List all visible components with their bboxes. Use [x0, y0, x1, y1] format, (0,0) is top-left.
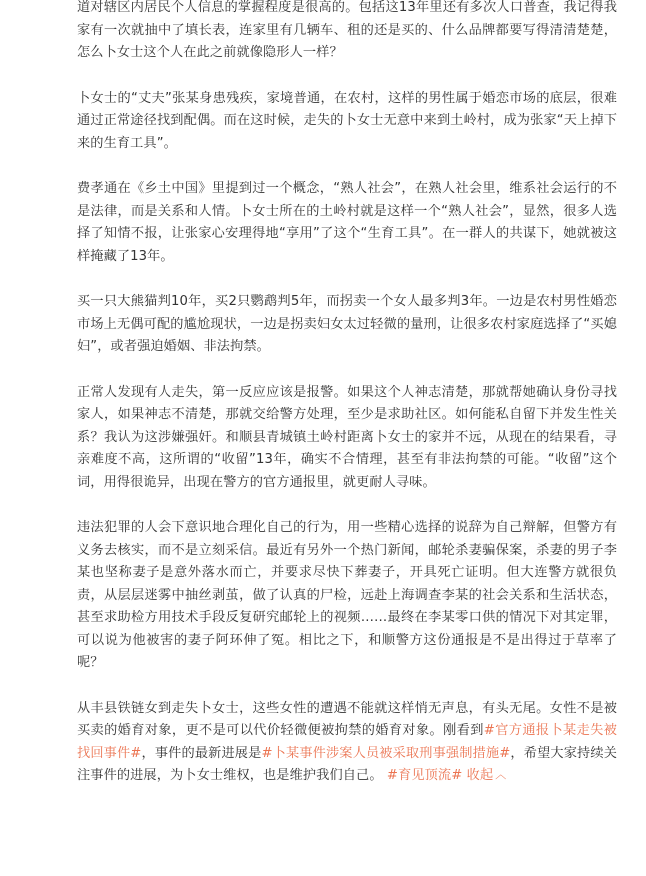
- paragraph-acquaintance-society: 费孝通在《乡土中国》里提到过一个概念，“熟人社会”，在熟人社会里，维系社会运行的不是法律，而是关系和人情。卜女士所在的土岭村就是这样一个“熟人社会”，显然，很多人选择了知情不报，让张家心安理得地“享用”了这个“生育工具”。在一群人的共谋下，她就被这样掩藏了13年。: [77, 181, 617, 264]
- conclusion-text-1: 从丰县铁链女到走失卜女士，这些女性的遭遇不能就这样悄无声息，有头无尾。女性不是被买卖的婚育对象，更不是可以代价轻微便被拘禁的婚育对象。刚看到: [77, 700, 617, 738]
- paragraph-census: 道对辖区内居民个人信息的掌握程度是很高的。包括这13年里还有多次人口普查，我记得我家有一次就抽中了填长表，连家里有几辆车、租的还是买的、什么品牌都要写得清清楚楚，怎么卜女士这个人在此之前就像隐形人一样？: [77, 0, 617, 60]
- conclusion-text-2: ，事件的最新进展是: [141, 745, 262, 761]
- collapse-label: 收起: [466, 768, 494, 783]
- paragraph-police-verify: 违法犯罪的人会下意识地合理化自己的行为，用一些精心选择的说辞为自己辩解，但警方有义务去核实，而不是立刻采信。最近有另外一个热门新闻，邮轮杀妻骗保案，杀妻的男子李某也坚称妻子是意外落水而亡，并要求尽快下葬妻子，开具死亡证明。但大连警方就很负责，从层层迷雾中抽丝剥茧，做了认真的尸检，远赴上海调查李某的社会关系和生活状态，甚至求助检方用技术手段反复研究邮轮上的视频……最终在李某零口供的情况下对其定罪，可以说为他被害的妻子阿环伸了冤。相比之下，和顺警方这份通报是不是出得过于草率了呢？: [77, 520, 617, 670]
- paragraph-report-police: 正常人发现有人走失，第一反应应该是报警。如果这个人神志清楚，那就帮她确认身份寻找家人，如果神志不清楚，那就交给警方处理，至少是求助社区。如何能私自留下并发生性关系？我认为这涉嫌强奸。和顺县青城镇土岭村距离卜女士的家并不远，从现在的结果看，寻亲难度不高，这所谓的“收留”13年，确实不合情理，甚至有非法拘禁的可能。“收留”这个词，用得很诡异，出现在警方的官方通报里，就更耐人寻味。: [77, 384, 617, 490]
- hashtag-link-official-notice[interactable]: #官方通报卜某走失被找回事件#: [77, 723, 617, 761]
- article-body: [77, 0, 617, 788]
- hashtag-link-criminal-measures[interactable]: #卜某事件涉案人员被采取刑事强制措施#: [261, 745, 511, 761]
- collapse-button[interactable]: [467, 768, 507, 783]
- paragraph-conclusion: [77, 698, 617, 788]
- paragraph-husband: 卜女士的“丈夫”张某身患残疾，家境普通，在农村，这样的男性属于婚恋市场的底层，很难通过正常途径找到配偶。而在这时候，走失的卜女士无意中来到土岭村，成为张家“天上掉下来的生育工具”。: [77, 90, 617, 151]
- hashtag-link-yujian-dingliu[interactable]: #育见顶流#: [386, 768, 463, 783]
- paragraph-sentencing: 买一只大熊猫判10年，买2只鹦鹉判5年，而拐卖一个女人最多判3年。一边是农村男性婚恋市场上无偶可配的尴尬现状，一边是拐卖妇女太过轻微的量刑，让很多农村家庭选择了“买媳妇”，或者强迫婚姻、非法拘禁。: [77, 294, 617, 354]
- conclusion-text-3: ，希望大家持续关注事件的进展，为卜女士维权，也是维护我们自己。: [77, 745, 617, 783]
- chevron-up-icon: ︿: [495, 768, 507, 781]
